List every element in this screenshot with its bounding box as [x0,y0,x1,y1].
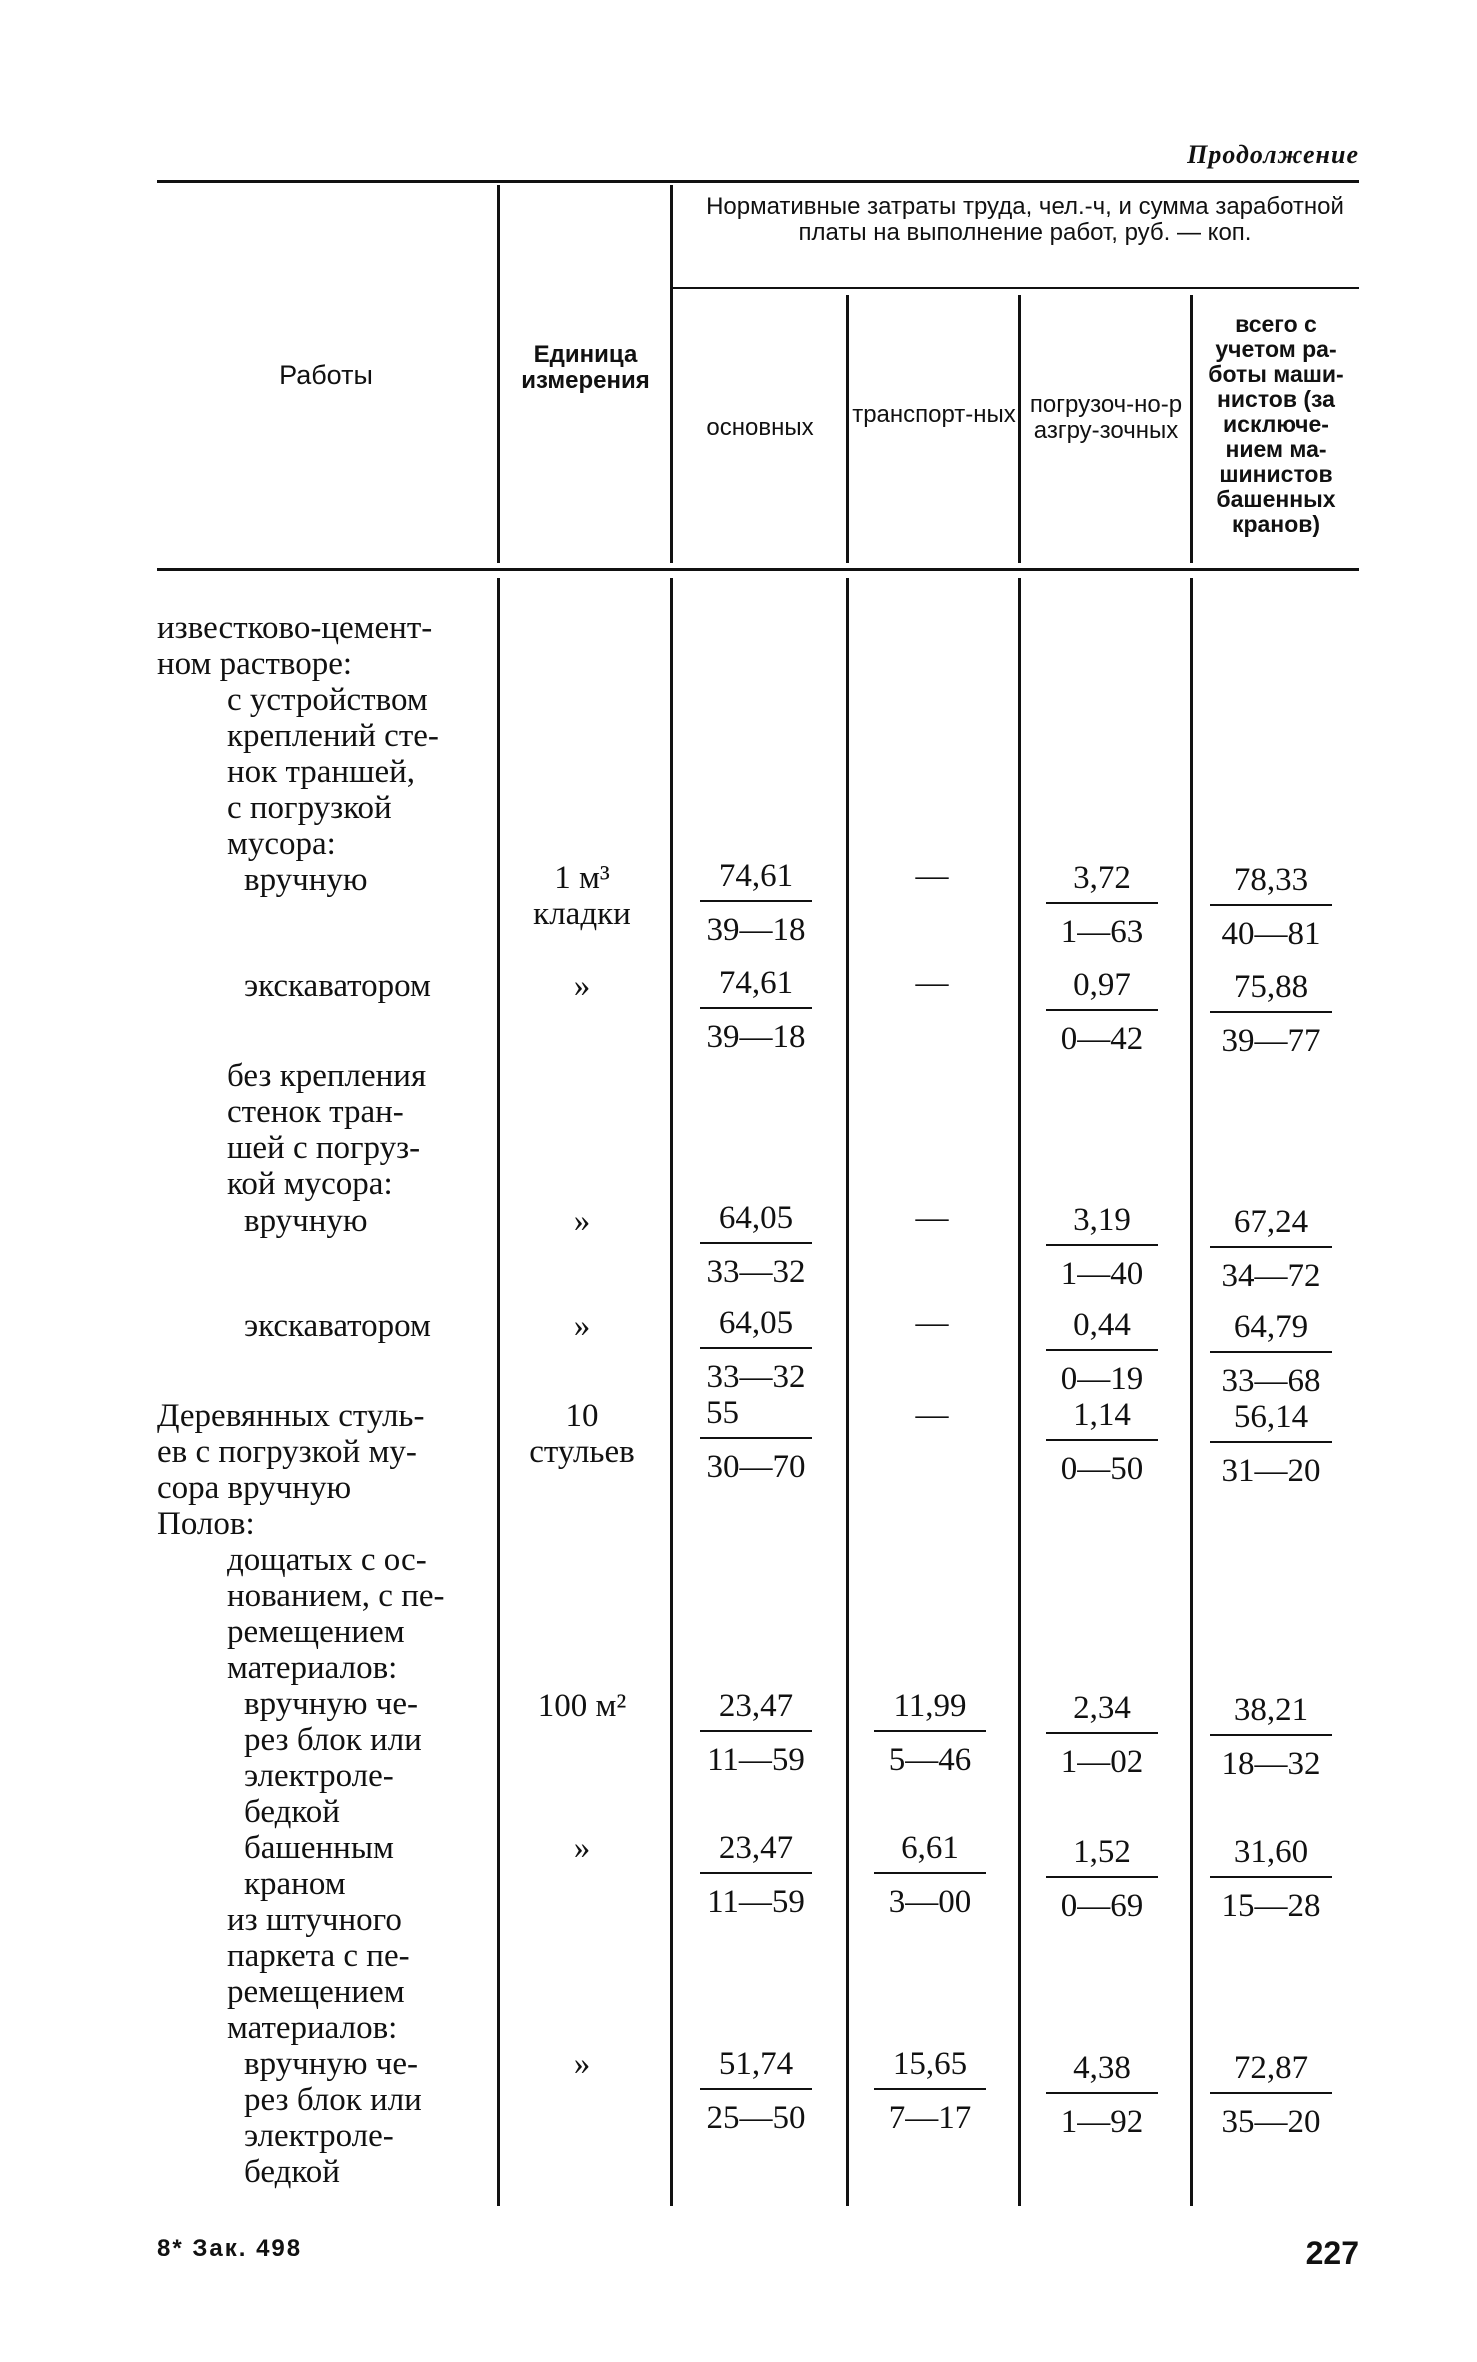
wage-sum: 1—02 [1060,1744,1144,1780]
body-divider-5 [1190,578,1193,2206]
work-label: вручную че- рез блок или электроле- бедкой [244,2046,422,2190]
unit-cell: » [573,968,591,1004]
labor-hours: 64,05 [700,1305,812,1349]
labor-hours: 1,14 [1046,1397,1158,1441]
wage-sum: 1—92 [1060,2104,1144,2140]
basic-cost-cell [700,1830,812,1920]
header-total: всего с учетом ра-боты маши-нистов (за исключе-нием ма-шинистов башенных кранов) [1208,311,1344,537]
transport-cost-cell [874,2046,986,2136]
labor-hours: 1,52 [1046,1834,1158,1878]
basic-cost-cell [700,1395,812,1485]
body-divider-3 [846,578,849,2206]
wage-sum: 40—81 [1221,916,1321,952]
labor-hours: 3,19 [1046,1202,1158,1246]
header-basic: основных [706,414,814,441]
work-label: известково-цемент- ном растворе: [157,610,433,682]
total-cost-cell [1210,1399,1332,1489]
work-label: с устройством креплений сте- нок траншей, с погрузкой мусора: [227,682,439,862]
continuation-label: Продолжение [1187,140,1359,169]
labor-hours: 56,14 [1210,1399,1332,1443]
transport-cost-cell: — [915,1397,949,1433]
work-label: вручную [244,1203,368,1239]
labor-hours: 64,79 [1210,1309,1332,1353]
wage-sum: 0—42 [1060,1021,1144,1057]
wage-sum: 33—68 [1221,1363,1321,1399]
unit-cell: » [573,1203,591,1239]
work-label: экскаватором [244,1308,431,1344]
wage-sum: 30—70 [706,1449,806,1485]
header-works: Работы [279,360,373,390]
header-divider-5 [1190,295,1193,563]
work-label: вручную [244,862,368,898]
transport-cost-cell: — [915,965,949,1001]
labor-hours: 15,65 [874,2046,986,2090]
work-label: без крепления стенок тран- шей с погруз- кой мусора: [227,1058,427,1202]
labor-hours: 0,44 [1046,1307,1158,1351]
work-label: вручную че- рез блок или электроле- бедкой [244,1686,422,1830]
transport-cost-cell: — [915,1305,949,1341]
labor-hours: 67,24 [1210,1204,1332,1248]
total-cost-cell [1210,1692,1332,1782]
loading-cost-cell [1046,2050,1158,2140]
transport-cost-cell: — [915,858,949,894]
labor-hours: 78,33 [1210,862,1332,906]
body-divider-2 [670,578,673,2206]
wage-sum: 25—50 [706,2100,806,2136]
wage-sum: 1—63 [1060,914,1144,950]
wage-sum: 31—20 [1221,1453,1321,1489]
unit-cell: » [573,1308,591,1344]
labor-hours: 11,99 [874,1688,986,1732]
labor-hours: 74,61 [700,858,812,902]
basic-cost-cell [700,2046,812,2136]
loading-cost-cell [1046,860,1158,950]
total-cost-cell [1210,862,1332,952]
labor-hours: 23,47 [700,1688,812,1732]
total-cost-cell [1210,1834,1332,1924]
loading-cost-cell [1046,967,1158,1057]
loading-cost-cell [1046,1307,1158,1397]
loading-cost-cell [1046,1834,1158,1924]
wage-sum: 0—69 [1060,1888,1144,1924]
labor-hours: 6,61 [874,1830,986,1874]
print-order-note: 8* Зак. 498 [157,2235,303,2262]
labor-hours: 51,74 [700,2046,812,2090]
unit-cell: 10 стульев [529,1398,635,1470]
wage-sum: 18—32 [1221,1746,1321,1782]
labor-hours: 31,60 [1210,1834,1332,1878]
top-rule [157,180,1359,183]
wage-sum: 39—18 [706,912,806,948]
header-normative: Нормативные затраты труда, чел.-ч, и сумма заработной платы на выполнение работ, руб. — коп. [706,193,1344,246]
basic-cost-cell [700,858,812,948]
basic-cost-cell [700,1200,812,1290]
total-cost-cell [1210,2050,1332,2140]
wage-sum: 39—18 [706,1019,806,1055]
transport-cost-cell [874,1688,986,1778]
header-unit: Единица измерения [521,341,650,394]
labor-hours: 4,38 [1046,2050,1158,2094]
total-cost-cell [1210,1204,1332,1294]
basic-cost-cell [700,1305,812,1395]
work-label: Полов: [157,1506,255,1542]
wage-sum: 1—40 [1060,1256,1144,1292]
unit-cell: » [573,2046,591,2082]
work-label: дощатых с ос- нованием, с пе- ремещением материалов: [227,1542,445,1686]
wage-sum: 3—00 [888,1884,972,1920]
labor-hours: 74,61 [700,965,812,1009]
header-divider-3 [846,295,849,563]
wage-sum: 35—20 [1221,2104,1321,2140]
labor-hours: 23,47 [700,1830,812,1874]
body-divider-4 [1018,578,1021,2206]
work-label: башенным краном [244,1830,394,1902]
labor-hours: 55 [700,1395,812,1439]
wage-sum: 34—72 [1221,1258,1321,1294]
header-divider-4 [1018,295,1021,563]
body-divider-1 [497,578,500,2206]
unit-cell: » [573,1830,591,1866]
work-label: Деревянных стуль- ев с погрузкой му- сора вручную [157,1398,425,1506]
labor-hours: 75,88 [1210,969,1332,1013]
loading-cost-cell [1046,1397,1158,1487]
loading-cost-cell [1046,1202,1158,1292]
header-loading: погрузоч-но-разгру-зочных [1029,391,1183,444]
total-cost-cell [1210,1309,1332,1399]
wage-sum: 11—59 [707,1884,805,1920]
wage-sum: 5—46 [888,1742,972,1778]
wage-sum: 33—32 [706,1359,806,1395]
labor-hours: 72,87 [1210,2050,1332,2094]
labor-hours: 2,34 [1046,1690,1158,1734]
wage-sum: 7—17 [888,2100,972,2136]
header-divider-1 [497,185,500,563]
transport-cost-cell [874,1830,986,1920]
basic-cost-cell [700,965,812,1055]
unit-cell: 100 м² [537,1688,627,1724]
labor-hours: 64,05 [700,1200,812,1244]
basic-cost-cell [700,1688,812,1778]
work-label: из штучного паркета с пе- ремещением материалов: [227,1902,410,2046]
labor-hours: 0,97 [1046,967,1158,1011]
labor-hours: 38,21 [1210,1692,1332,1736]
total-cost-cell [1210,969,1332,1059]
labor-hours: 3,72 [1046,860,1158,904]
loading-cost-cell [1046,1690,1158,1780]
page-number: 227 [1305,2235,1359,2271]
wage-sum: 0—50 [1060,1451,1144,1487]
header-bottom-rule [157,568,1359,571]
unit-cell: 1 м³ кладки [533,860,631,932]
subheader-rule [672,287,1359,289]
wage-sum: 39—77 [1221,1023,1321,1059]
wage-sum: 33—32 [706,1254,806,1290]
wage-sum: 11—59 [707,1742,805,1778]
work-label: экскаватором [244,968,431,1004]
header-transport: транспорт-ных [852,401,1016,428]
wage-sum: 0—19 [1060,1361,1144,1397]
transport-cost-cell: — [915,1200,949,1236]
header-divider-2 [670,185,673,563]
wage-sum: 15—28 [1221,1888,1321,1924]
